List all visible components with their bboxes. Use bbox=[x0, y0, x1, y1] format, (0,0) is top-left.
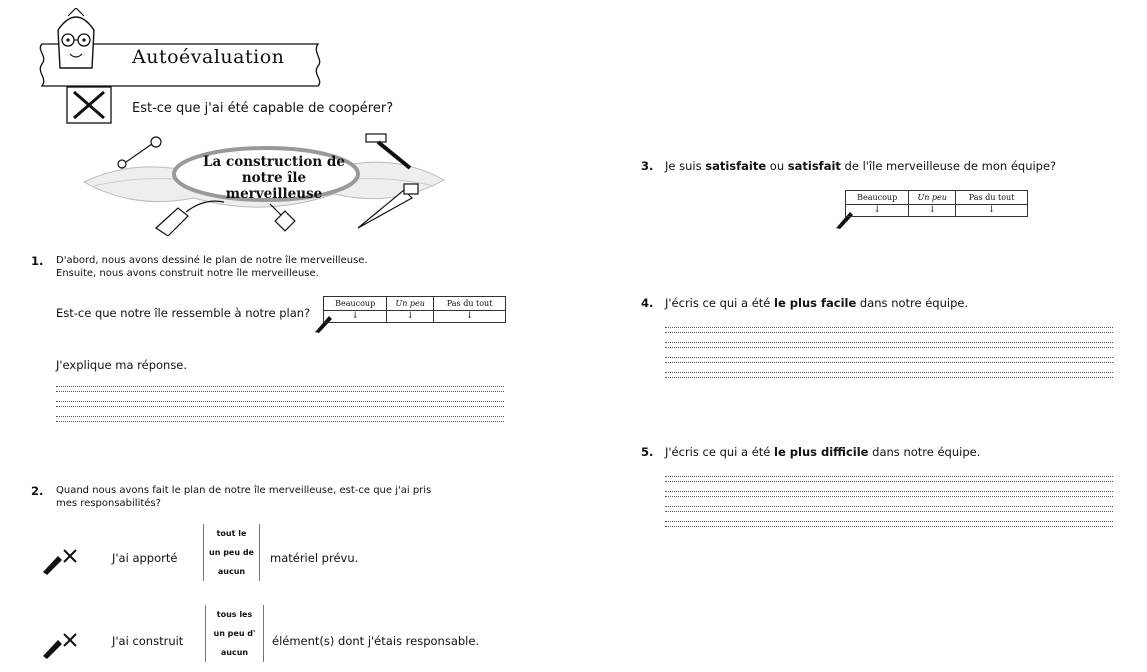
scale-pas-du-tout: Pas du tout bbox=[434, 297, 506, 311]
q1-explain-label: J'explique ma réponse. bbox=[56, 358, 188, 372]
q2-item1-choice-3[interactable]: aucun bbox=[217, 567, 246, 576]
q5-answer-lines[interactable] bbox=[665, 476, 1113, 527]
pencil-cross-icon bbox=[40, 546, 80, 576]
q4-number: 4. bbox=[641, 296, 654, 310]
q3-text-bold2: satisfait bbox=[787, 159, 841, 173]
q3-rating-scale bbox=[845, 190, 1028, 217]
q3-number: 3. bbox=[641, 159, 654, 173]
q3-option-un-peu[interactable]: ↓ bbox=[909, 205, 956, 217]
q2-item1-choice-2[interactable]: un peu de bbox=[209, 548, 254, 557]
q3-text-mid: ou bbox=[766, 159, 788, 173]
scale-un-peu: Un peu bbox=[387, 297, 434, 311]
q4-text-post: dans notre équipe. bbox=[856, 296, 969, 310]
q4-text-bold: le plus facile bbox=[774, 296, 857, 310]
q1-rating-scale bbox=[323, 296, 506, 323]
q2-text bbox=[56, 484, 431, 510]
q4-answer-lines[interactable] bbox=[665, 327, 1113, 378]
q2-item2-suffix: élément(s) dont j'étais responsable. bbox=[272, 634, 480, 648]
banner-title bbox=[194, 154, 354, 202]
q1-option-pas-du-tout[interactable]: ↓ bbox=[434, 311, 506, 323]
intro-question: Est-ce que j'ai été capable de coopérer? bbox=[132, 101, 394, 116]
q3-text-pre: Je suis bbox=[665, 159, 706, 173]
q5-number: 5. bbox=[641, 445, 654, 459]
q1-answer-lines[interactable] bbox=[56, 386, 504, 422]
tools-crossed-icon bbox=[66, 86, 112, 124]
pencil-mascot-icon bbox=[50, 8, 102, 78]
q3-option-beaucoup[interactable]: ↓ bbox=[846, 205, 909, 217]
q2-item2-choice-1[interactable]: tous les bbox=[216, 610, 253, 619]
q4-text-pre: J'écris ce qui a été bbox=[665, 296, 775, 310]
banner-title-line2: notre île merveilleuse bbox=[225, 170, 323, 202]
q2-item2-choices bbox=[205, 605, 264, 662]
q5-text-bold: le plus difficile bbox=[774, 445, 869, 459]
q1-option-beaucoup[interactable]: ↓ bbox=[324, 311, 387, 323]
q3-text-post: de l'île merveilleuse de mon équipe? bbox=[840, 159, 1057, 173]
q2-item1-choices bbox=[203, 524, 260, 581]
q2-item2-prefix: J'ai construit bbox=[112, 634, 184, 648]
scale-beaucoup: Beaucoup bbox=[324, 297, 387, 311]
q1-line1: D'abord, nous avons dessiné le plan de notre île merveilleuse. bbox=[56, 255, 368, 266]
q2-number: 2. bbox=[31, 484, 44, 498]
q4-text bbox=[665, 296, 968, 310]
q3-text-bold1: satisfaite bbox=[705, 159, 767, 173]
q1-question: Est-ce que notre île ressemble à notre plan? bbox=[56, 306, 311, 320]
q3-text bbox=[665, 159, 1056, 173]
q5-text-pre: J'écris ce qui a été bbox=[665, 445, 775, 459]
page-title: Autoévaluation bbox=[132, 46, 285, 68]
q1-line2: Ensuite, nous avons construit notre île merveilleuse. bbox=[56, 268, 319, 279]
q2-item1-prefix: J'ai apporté bbox=[112, 551, 178, 565]
q1-number: 1. bbox=[31, 254, 44, 268]
q2-line1: Quand nous avons fait le plan de notre île merveilleuse, est-ce que j'ai pris bbox=[56, 485, 432, 496]
pencil-cross-icon bbox=[40, 630, 80, 660]
q2-item1-suffix: matériel prévu. bbox=[270, 551, 359, 565]
q1-text bbox=[56, 254, 368, 280]
scale-pas-du-tout: Pas du tout bbox=[956, 191, 1028, 205]
q5-text-post: dans notre équipe. bbox=[868, 445, 981, 459]
q5-text bbox=[665, 445, 980, 459]
q2-item2-choice-3[interactable]: aucun bbox=[220, 648, 249, 657]
q3-option-pas-du-tout[interactable]: ↓ bbox=[956, 205, 1028, 217]
q2-item1-choice-1[interactable]: tout le bbox=[216, 529, 247, 538]
q2-line2: mes responsabilités? bbox=[56, 498, 161, 509]
banner-title-line1: La construction de bbox=[203, 154, 345, 170]
scale-un-peu: Un peu bbox=[909, 191, 956, 205]
q2-item2-choice-2[interactable]: un peu d' bbox=[213, 629, 256, 638]
q1-option-un-peu[interactable]: ↓ bbox=[387, 311, 434, 323]
scale-beaucoup: Beaucoup bbox=[846, 191, 909, 205]
